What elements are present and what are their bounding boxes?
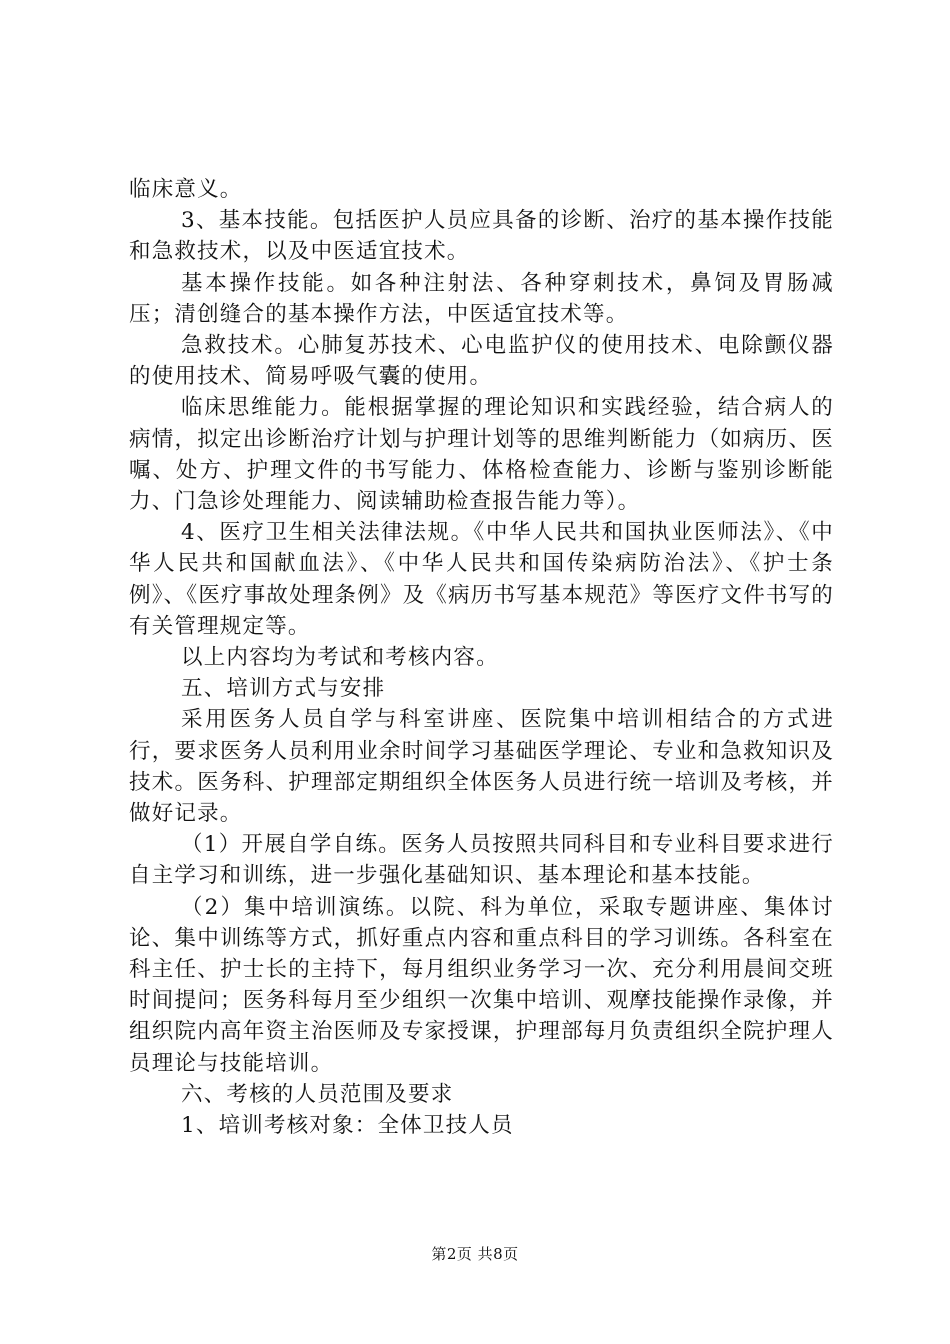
paragraph: 3、基本技能。包括医护人员应具备的诊断、治疗的基本操作技能和急救技术，以及中医适宜技术。 [129,208,834,265]
section-heading: 六、考核的人员范围及要求 [181,1081,454,1107]
paragraph: 采用医务人员自学与科室讲座、医院集中培训相结合的方式进行，要求医务人员利用业余时间学习基础医学理论、专业和急救知识及技术。医务科、护理部定期组织全体医务人员进行统一培训及考核，并做好记录。 [129,707,834,827]
paragraph: 急救技术。心肺复苏技术、心电监护仪的使用技术、电除颤仪器的使用技术、简易呼吸气囊的使用。 [129,333,834,390]
page-number-footer: 第2页 共8页 [431,1245,519,1263]
paragraph: 基本操作技能。如各种注射法、各种穿刺技术，鼻饲及胃肠减压；清创缝合的基本操作方法，中医适宜技术等。 [129,270,834,327]
paragraph: （2）集中培训演练。以院、科为单位，采取专题讲座、集体讨论、集中训练等方式，抓好重点内容和重点科目的学习训练。各科室在科主任、护士长的主持下，每月组织业务学习一次、充分利用晨间交班时间提问；医务科每月至少组织一次集中培训、观摩技能操作录像，并组织院内高年资主治医师及专家授课，护理部每月负责组织全院护理人员理论与技能培训。 [129,894,834,1076]
document-body [129,174,834,1141]
paragraph: （1）开展自学自练。医务人员按照共同科目和专业科目要求进行自主学习和训练，进一步强化基础知识、基本理论和基本技能。 [129,832,834,889]
paragraph: 4、医疗卫生相关法律法规。《中华人民共和国执业医师法》、《中华人民共和国献血法》、《中华人民共和国传染病防治法》、《护士条例》、《医疗事故处理条例》及《病历书写基本规范》等医疗文件书写的有关管理规定等。 [129,520,834,639]
section-heading: 五、培训方式与安排 [181,676,386,702]
paragraph: 以上内容均为考试和考核内容。 [181,645,499,671]
paragraph: 1、培训考核对象：全体卫技人员 [181,1113,514,1139]
paragraph: 临床意义。 [129,177,243,202]
paragraph: 临床思维能力。能根据掌握的理论知识和实践经验，结合病人的病情，拟定出诊断治疗计划与护理计划等的思维判断能力（如病历、医嘱、处方、护理文件的书写能力、体格检查能力、诊断与鉴别诊断能力、门急诊处理能力、阅读辅助检查报告能力等）。 [129,395,834,515]
